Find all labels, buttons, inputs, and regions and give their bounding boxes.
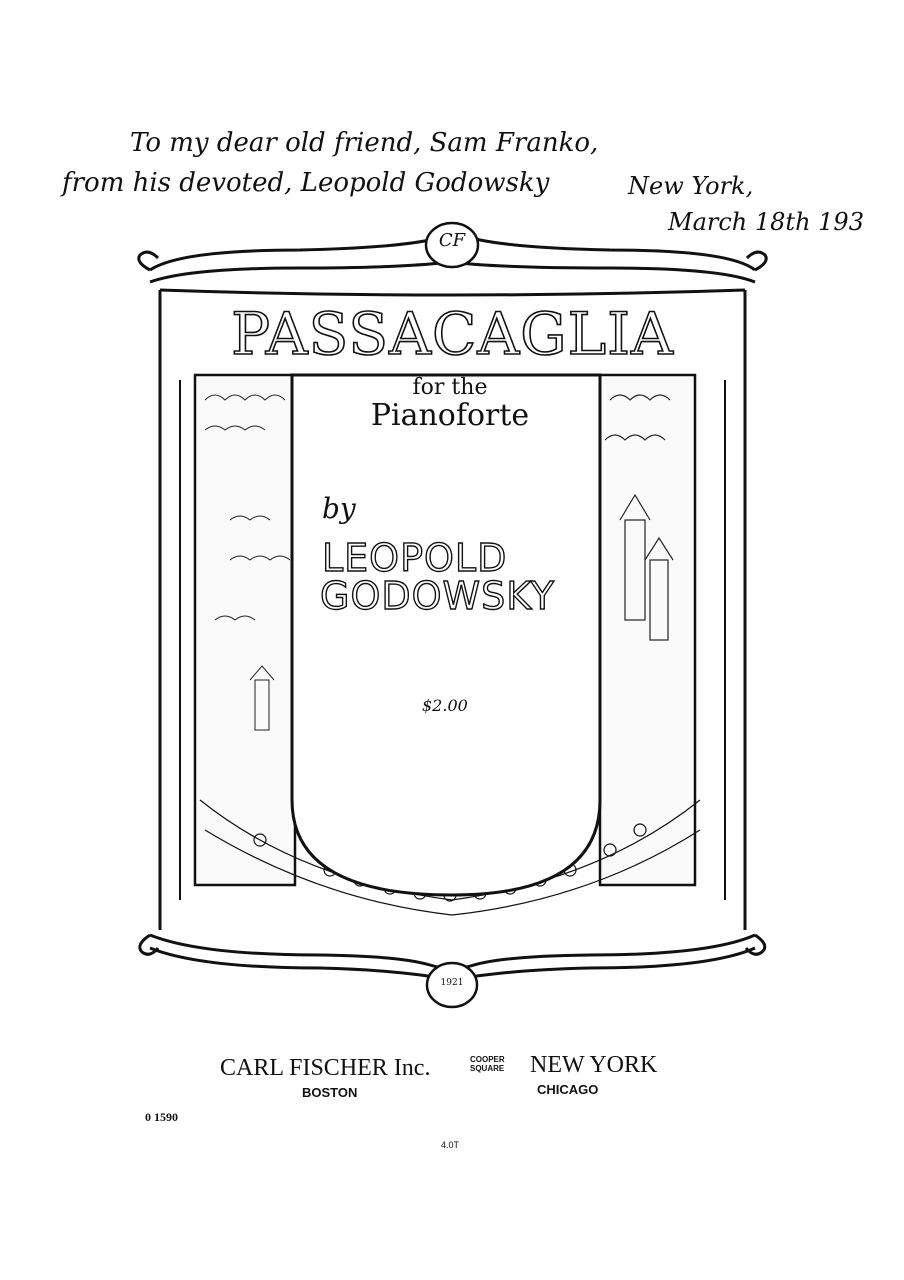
seal-year: 1921 xyxy=(440,978,464,988)
address-top: COOPER xyxy=(470,1055,505,1064)
price-mark: $2.00 xyxy=(422,696,468,715)
center-title-panel xyxy=(292,375,600,895)
publisher-city: NEW YORK xyxy=(530,1052,658,1078)
address-bottom: SQUARE xyxy=(470,1064,505,1073)
composer-first-name: LEOPOLD xyxy=(322,536,508,580)
footer-mark: 4.0T xyxy=(441,1140,460,1150)
branch-boston: BOSTON xyxy=(302,1085,358,1100)
by-label: by xyxy=(322,492,356,525)
monogram: CF xyxy=(438,230,466,251)
subtitle-for-the: for the xyxy=(412,375,488,400)
inscription-place: New York, xyxy=(628,172,754,200)
publisher-address xyxy=(470,1055,505,1073)
inscription-line-1: To my dear old friend, Sam Franko, xyxy=(130,128,599,158)
branch-chicago: CHICAGO xyxy=(537,1082,599,1097)
subtitle-pianoforte: Pianoforte xyxy=(370,398,530,433)
inscription-line-2: from his devoted, Leopold Godowsky xyxy=(62,168,550,198)
publisher-name: CARL FISCHER Inc. xyxy=(220,1055,431,1081)
composer-last-name: GODOWSKY xyxy=(320,574,555,618)
right-illustration-panel xyxy=(600,375,695,885)
title: PASSACAGLIA xyxy=(231,300,674,368)
catalog-number: 0 1590 xyxy=(145,1110,178,1124)
inscription-date: March 18th 193 xyxy=(668,208,864,236)
